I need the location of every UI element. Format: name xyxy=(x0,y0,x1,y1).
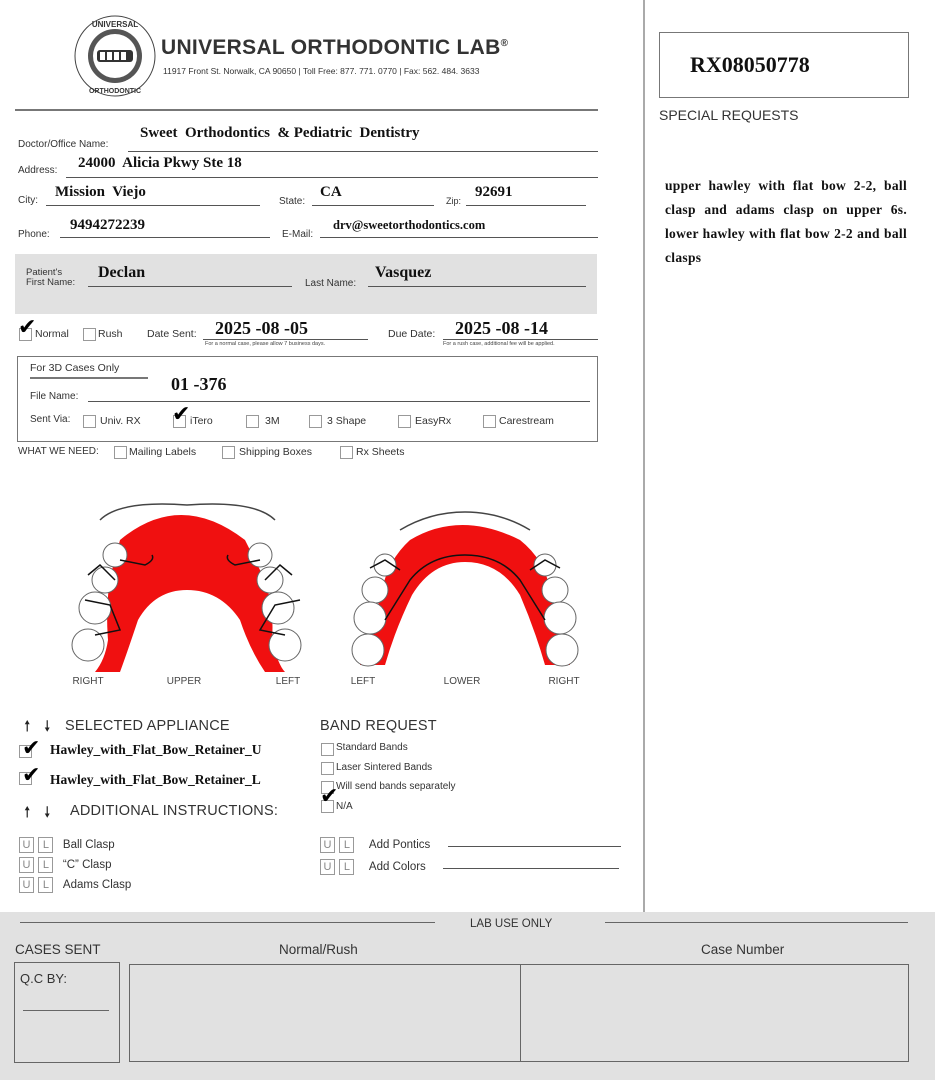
adams-clasp-row xyxy=(19,875,131,893)
ball-clasp-label: Ball Clasp xyxy=(62,839,115,851)
lab-address: 11917 Front St. Norwalk, CA 90650 | Toll Free: 877. 771. 0770 | Fax: 562. 484. 3633 xyxy=(163,66,480,76)
add-colors-line[interactable] xyxy=(443,868,619,869)
normal-label: Normal xyxy=(35,328,69,340)
lab-use-line-right xyxy=(605,922,908,923)
c-clasp-l[interactable]: L xyxy=(38,857,53,873)
file-name-label: File Name: xyxy=(30,391,79,402)
lab-use-title: LAB USE ONLY xyxy=(470,918,553,930)
state-line xyxy=(312,205,434,206)
lab-name: UNIVERSAL ORTHODONTIC LAB® xyxy=(161,36,509,59)
3d-cases-box xyxy=(17,356,598,442)
case-number-box[interactable] xyxy=(520,964,909,1062)
phone-line xyxy=(60,237,270,238)
rush-checkbox[interactable] xyxy=(83,328,96,341)
3d-title-underline xyxy=(30,377,148,379)
arrow-down-icon-2: 🠗 xyxy=(44,804,51,821)
ball-clasp-u[interactable]: U xyxy=(19,837,34,853)
zip-line xyxy=(466,205,586,206)
band-request-title: BAND REQUEST xyxy=(320,718,437,734)
due-date-field[interactable]: 2025 -08 -14 xyxy=(455,318,548,338)
ball-clasp-l[interactable]: L xyxy=(38,837,53,853)
sent-via-univ-rx-label: Univ. RX xyxy=(100,415,141,427)
due-date-note: For a rush case, additional fee will be applied. xyxy=(443,341,555,347)
lower-right-label: RIGHT xyxy=(548,676,580,687)
add-pontics-line[interactable] xyxy=(448,846,621,847)
c-clasp-row xyxy=(19,855,111,873)
date-sent-note: For a normal case, please allow 7 business days. xyxy=(205,341,326,347)
phone-field[interactable]: 9494272239 xyxy=(70,217,145,233)
mailing-labels-checkbox[interactable] xyxy=(114,446,127,459)
office-line xyxy=(128,151,598,152)
file-name-line xyxy=(88,401,590,402)
city-label: City: xyxy=(18,195,38,206)
first-name-line xyxy=(88,286,292,287)
special-requests-text[interactable]: upper hawley with flat bow 2-2, ball clasp and adams clasp on upper 6s. lower hawley with flat bow 2-2 and ball clasps xyxy=(665,178,907,265)
add-pontics-u[interactable]: U xyxy=(320,837,335,853)
date-sent-line xyxy=(203,339,368,340)
registered-mark: ® xyxy=(500,38,509,49)
cases-sent-label: CASES SENT xyxy=(15,942,101,957)
sent-via-carestream-checkbox[interactable] xyxy=(483,415,496,428)
office-name-field[interactable]: Sweet Orthodontics & Pediatric Dentistry xyxy=(140,125,420,141)
laser-bands-label: Laser Sintered Bands xyxy=(336,762,433,773)
logo-ring-bottom: ORTHODONTIC xyxy=(88,88,142,95)
mailing-labels-label: Mailing Labels xyxy=(129,446,197,458)
email-label: E-Mail: xyxy=(282,229,314,240)
adams-clasp-label: Adams Clasp xyxy=(62,879,132,891)
what-we-need-label: WHAT WE NEED: xyxy=(18,446,99,457)
na-checkmark: ✔ xyxy=(320,783,339,808)
date-sent-field[interactable]: 2025 -08 -05 xyxy=(215,318,308,338)
add-pontics-row xyxy=(320,835,430,853)
last-name-field[interactable]: Vasquez xyxy=(375,264,432,281)
zip-label: Zip: xyxy=(446,196,462,206)
sent-via-3shape-checkbox[interactable] xyxy=(309,415,322,428)
add-colors-l[interactable]: L xyxy=(339,859,354,875)
appliance-lower-checkmark: ✔ xyxy=(22,762,41,787)
sent-via-easyrx-label: EasyRx xyxy=(415,415,452,427)
city-field[interactable]: Mission Viejo xyxy=(55,184,146,200)
sent-via-3m-checkbox[interactable] xyxy=(246,415,259,428)
date-sent-label: Date Sent: xyxy=(147,328,197,340)
file-name-field[interactable]: 01 -376 xyxy=(171,374,227,394)
qc-by-label: Q.C BY: xyxy=(20,971,67,986)
office-label: Doctor/Office Name: xyxy=(18,139,109,150)
qc-box[interactable] xyxy=(14,962,120,1063)
sent-via-3m-label: 3M xyxy=(265,415,280,427)
city-line xyxy=(46,205,260,206)
due-date-line xyxy=(443,339,598,340)
patient-first-label: Patient's First Name: xyxy=(26,267,76,288)
state-label: State: xyxy=(279,196,306,207)
first-name-field[interactable]: Declan xyxy=(98,264,146,281)
address-line xyxy=(66,177,598,178)
normal-rush-box[interactable] xyxy=(129,964,521,1062)
add-colors-u[interactable]: U xyxy=(320,859,335,875)
qc-signature-line xyxy=(23,1010,109,1011)
shipping-boxes-checkbox[interactable] xyxy=(222,446,235,459)
sent-via-easyrx-checkbox[interactable] xyxy=(398,415,411,428)
upper-appliance-red xyxy=(95,515,285,672)
email-field[interactable]: drv@sweetorthodontics.com xyxy=(333,218,486,232)
standard-bands-label: Standard Bands xyxy=(336,742,408,753)
additional-instructions-title: ADDITIONAL INSTRUCTIONS: xyxy=(70,803,279,819)
upper-right-label: RIGHT xyxy=(72,676,104,687)
last-name-label: Last Name: xyxy=(305,278,357,289)
appliance-upper-label: Hawley_with_Flat_Bow_Retainer_U xyxy=(50,742,262,757)
rush-label: Rush xyxy=(98,328,123,340)
sent-via-carestream-label: Carestream xyxy=(499,415,554,427)
email-line xyxy=(320,237,598,238)
lower-arch-diagram[interactable] xyxy=(340,500,600,695)
normal-rush-label: Normal/Rush xyxy=(279,942,358,957)
selected-appliance-title: SELECTED APPLIANCE xyxy=(65,718,230,734)
adams-clasp-l[interactable]: L xyxy=(38,877,53,893)
send-bands-label: Will send bands separately xyxy=(336,781,456,792)
rx-number-box xyxy=(659,32,909,98)
arrow-up-icon: 🠕 xyxy=(24,718,31,735)
appliance-upper-checkmark: ✔ xyxy=(22,735,41,760)
ball-clasp-row xyxy=(19,835,115,853)
header-divider xyxy=(15,109,598,111)
special-requests-title: SPECIAL REQUESTS xyxy=(659,107,799,123)
sent-via-3shape-label: 3 Shape xyxy=(327,415,367,427)
lab-use-line-left xyxy=(20,922,435,923)
zip-field[interactable]: 92691 xyxy=(475,184,513,200)
shipping-boxes-label: Shipping Boxes xyxy=(239,446,312,458)
state-field[interactable]: CA xyxy=(320,184,342,200)
add-colors-label: Add Colors xyxy=(368,861,426,873)
na-label: N/A xyxy=(336,801,353,812)
rx-sheets-label: Rx Sheets xyxy=(356,446,405,458)
due-date-label: Due Date: xyxy=(388,328,436,340)
case-number-label: Case Number xyxy=(701,942,785,957)
add-pontics-label: Add Pontics xyxy=(368,839,431,851)
upper-arch-diagram[interactable] xyxy=(60,500,320,695)
appliance-lower-label: Hawley_with_Flat_Bow_Retainer_L xyxy=(50,772,261,787)
address-field[interactable]: 24000 Alicia Pkwy Ste 18 xyxy=(78,155,242,171)
arrow-up-icon-2: 🠕 xyxy=(24,804,31,821)
sent-via-itero-label: iTero xyxy=(190,415,213,427)
lower-left-label: LEFT xyxy=(350,676,376,687)
adams-clasp-u[interactable]: U xyxy=(19,877,34,893)
c-clasp-u[interactable]: U xyxy=(19,857,34,873)
last-name-line xyxy=(368,286,586,287)
logo-ring-top: UNIVERSAL xyxy=(91,20,139,29)
sent-via-label: Sent Via: xyxy=(30,414,71,425)
lab-logo xyxy=(73,14,157,98)
rx-number: RX08050778 xyxy=(690,52,810,77)
add-colors-row xyxy=(320,857,426,875)
lower-center-label: LOWER xyxy=(443,676,481,687)
upper-left-label: LEFT xyxy=(275,676,301,687)
add-pontics-l[interactable]: L xyxy=(339,837,354,853)
logo-mark xyxy=(73,14,157,98)
3d-cases-title: For 3D Cases Only xyxy=(30,362,120,374)
phone-label: Phone: xyxy=(18,229,50,240)
arrow-down-icon: 🠗 xyxy=(44,718,51,735)
rx-sheets-checkbox[interactable] xyxy=(340,446,353,459)
lower-appliance-red xyxy=(360,525,570,665)
sent-via-univ-rx-checkbox[interactable] xyxy=(83,415,96,428)
address-label: Address: xyxy=(18,165,58,176)
normal-checkmark: ✔ xyxy=(18,314,37,339)
column-divider xyxy=(643,0,645,912)
laser-bands-checkbox[interactable] xyxy=(321,762,334,775)
upper-center-label: UPPER xyxy=(166,676,202,687)
itero-checkmark: ✔ xyxy=(172,401,191,426)
standard-bands-checkbox[interactable] xyxy=(321,743,334,756)
c-clasp-label: “C” Clasp xyxy=(62,859,112,871)
